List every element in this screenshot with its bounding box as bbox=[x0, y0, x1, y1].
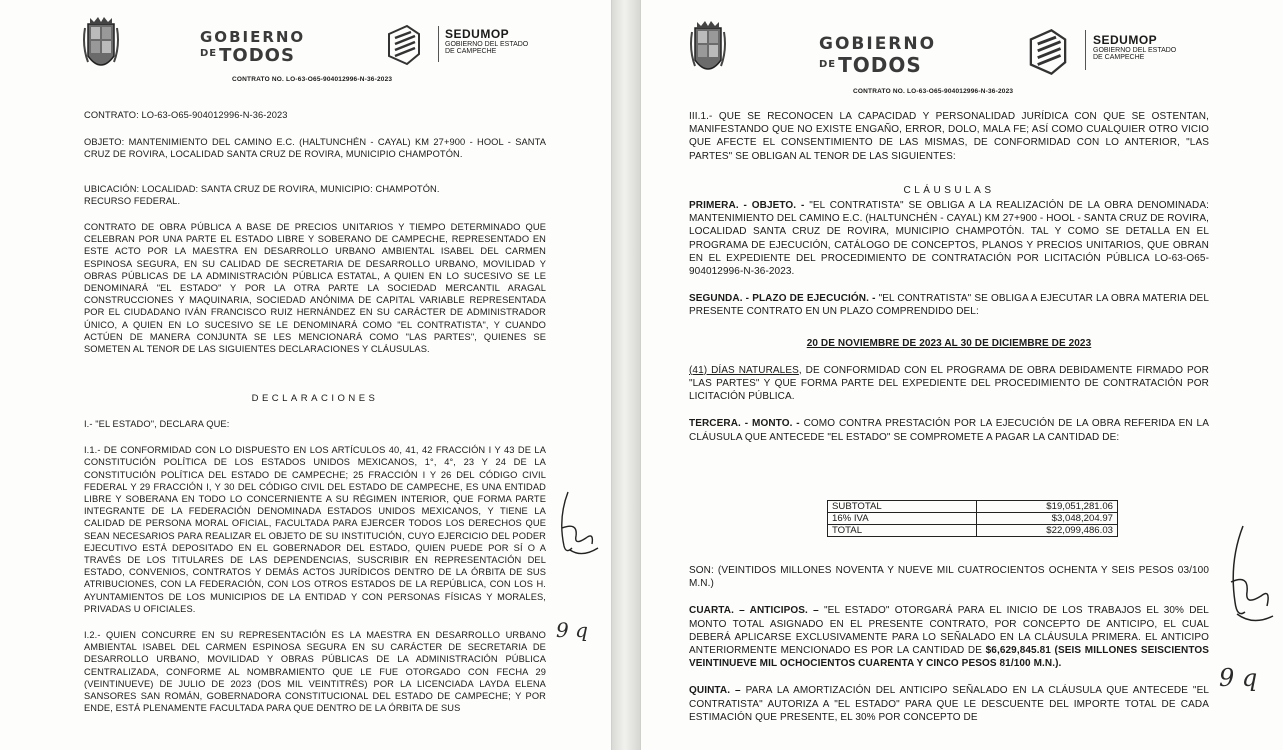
table-row bbox=[828, 525, 1118, 537]
preamble-paragraph: CONTRATO DE OBRA PÚBLICA A BASE DE PRECIOS UNITARIOS Y TIEMPO DETERMINADO QUE CELEBRAN POR UNA PARTE EL ESTADO LIBRE Y SOBERANO DE CAMPECHE, REPRESENTADO EN ESTE ACTO POR LA MAESTRA EN DESARROLLO URBANO AMBIENTAL ISABEL DEL CARMEN ESPINOSA SEGURA, EN SU CALIDAD DE SECRETARIA DE DESARROLLO URBANO, MOVILIDAD Y OBRAS PÚBLICAS DE LA ADMINISTRACIÓN PÚBLICA ESTATAL, A QUIEN EN LO SUCESIVO SE LE DENOMINARÁ "EL ESTADO" Y POR LA OTRA PARTE LA SOCIEDAD MERCANTIL ARAGAL CONSTRUCCIONES Y MAQUINARIA, SOCIEDAD ANÓNIMA DE CAPITAL VARIABLE REPRESENTADA POR EL CIUDADANO IVÁN FRANCISCO RUIZ HERNÁNDEZ EN SU CARÁCTER DE ADMINISTRADOR ÚNICO, A QUIEN EN LO SUCESIVO SE LE DENOMINARÁ COMO "EL CONTRATISTA", Y CUANDO ACTÚEN DE MANERA CONJUNTA SE LES MENCIONARÁ COMO "LAS PARTES", QUIENES SE SOMETEN AL TENOR DE LAS SIGUIENTES DECLARACIONES Y CLÁUSULAS. bbox=[84, 222, 546, 355]
sedumop-logo-text: SEDUMOP GOBIERNO DEL ESTADO DE CAMPECHE bbox=[445, 27, 529, 55]
page-header-right bbox=[641, 12, 1283, 95]
book-gutter bbox=[612, 0, 640, 750]
handwritten-signature bbox=[1209, 522, 1281, 632]
declaraciones-heading: DECLARACIONES bbox=[251, 393, 379, 404]
handwritten-signature bbox=[548, 488, 608, 560]
amount-value: $3,048,204.97 bbox=[977, 513, 1118, 525]
sedumop-logo-text: SEDUMOP GOBIERNO DEL ESTADO DE CAMPECHE bbox=[1093, 33, 1177, 61]
amounts-table bbox=[827, 500, 1118, 537]
logo-divider bbox=[438, 26, 439, 62]
dias-naturales: (41) DÍAS NATURALES, DE CONFORMIDAD CON EL PROGRAMA DE OBRA DEBIDAMENTE FIRMADO POR "LAS PARTES" Y QUE FORMA PARTE DEL EXPEDIENTE DEL PROCEDIMIENTO DE CONTRATACIÓN POR LICITACIÓN PÚBLICA. bbox=[689, 364, 1209, 403]
header-contract-number: CONTRATO NO. LO-63-O65-904012996-N-36-2023 bbox=[232, 76, 393, 83]
ubicacion-line: UBICACIÓN: LOCALIDAD: SANTA CRUZ DE ROVIRA, MUNICIPIO: CHAMPOTÓN. RECURSO FEDERAL. bbox=[84, 183, 440, 206]
objeto-line: OBJETO: MANTENIMIENTO DEL CAMINO E.C. (HALTUNCHÉN - CAYAL) KM 27+900 - HOOL - SANTA CRUZ DE ROVIRA, LOCALIDAD SANTA CRUZ DE ROVIRA, MUNICIPIO CHAMPOTÓN. bbox=[84, 137, 546, 160]
header-contract-number: CONTRATO NO. LO-63-O65-904012996-N-36-2023 bbox=[853, 88, 1014, 95]
sedumop-mark-icon bbox=[1026, 28, 1070, 76]
sedumop-mark-icon bbox=[385, 24, 423, 66]
table-row bbox=[828, 501, 1118, 513]
amount-value: $22,099,486.03 bbox=[977, 525, 1118, 537]
declaracion-iii1: III.1.- QUE SE RECONOCEN LA CAPACIDAD Y PERSONALIDAD JURÍDICA CON QUE SE OSTENTAN, MANIFESTANDO QUE NO EXISTE ENGAÑO, ERROR, DOLO, MALA FE; ASÍ COMO CUALQUIER OTRO VICIO QUE AFECTE EL CONSENTIMIENTO DE LAS MISMAS, DE CONFORMIDAD CON LO ANTERIOR, "LAS PARTES" SE OBLIGAN AL TENOR DE LAS SIGUIENTES: bbox=[689, 111, 1209, 162]
campeche-coat-of-arms bbox=[82, 16, 120, 78]
page-header bbox=[0, 12, 612, 90]
declaracion-i1: I.1.- DE CONFORMIDAD CON LO DISPUESTO EN LOS ARTÍCULOS 40, 41, 42 FRACCIÓN I Y 43 DE LA CONSTITUCIÓN POLÍTICA DE LOS ESTADOS UNIDOS MEXICANOS, 1°, 4°, 23 Y 24 DE LA CONSTITUCIÓN POLÍTICA DEL ESTADO DE CAMPECHE; 25 FRACCIÓN I Y 26 DEL CÓDIGO CIVIL FEDERAL Y 29 FRACCIÓN I, Y 30 DEL CÓDIGO CIVIL DEL ESTADO DE CAMPECHE, ES UNA ENTIDAD LIBRE Y SOBERANA EN TODO LO CONCERNIENTE A SU RÉGIMEN INTERIOR, QUE FORMA PARTE INTEGRANTE DE LA FEDERACIÓN DENOMINADA ESTADOS UNIDOS MEXICANOS, Y TIENE LA CALIDAD DE PERSONA MORAL OFICIAL, FACULTADA PARA EJERCER TODOS LOS DERECHOS QUE SEAN NECESARIOS PARA REALIZAR EL OBJETO DE SU INSTITUCIÓN, CUYO EJERCICIO DEL PODER EJECUTIVO ESTÁ DEPOSITADO EN EL GOBERNADOR DEL ESTADO, QUIEN PUEDE POR SÍ O A TRAVÉS DE LOS TITULARES DE LAS DEPENDENCIAS, SUSCRIBIR EN REPRESENTACIÓN DEL ESTADO, CONVENIOS, CONTRATOS Y DEMÁS ACTOS JURÍDICOS DENTRO DE LA ÓRBITA DE SUS ATRIBUCIONES, CON LA FEDERACIÓN, CON LOS OTROS ESTADOS DE LA REPÚBLICA, CON LOS H. AYUNTAMIENTOS DE LOS MUNICIPIOS DE LA ENTIDAD Y CON PERSONAS FÍSICAS Y MORALES, PRIVADAS U OFICIALES. bbox=[84, 445, 546, 614]
margin-initials: 9 q bbox=[556, 618, 588, 642]
gobierno-de-todos-logo: GOBIERNO $^{DE}$ TODOS bbox=[200, 28, 306, 66]
logo-divider bbox=[1085, 30, 1086, 70]
gobierno-de-todos-logo: GOBIERNO $^{DE}$ TODOS bbox=[819, 34, 937, 77]
declaracion-i2: I.2.- QUIEN CONCURRE EN SU REPRESENTACIÓN ES LA MAESTRA EN DESARROLLO URBANO AMBIENTAL ISABEL DEL CARMEN ESPINOSA SEGURA EN SU CARÁCTER DE SECRETARIA DE DESARROLLO URBANO, MOVILIDAD Y OBRAS PÚBLICAS DE LA ADMINISTRACIÓN PÚBLICA CENTRALIZADA, CONFORME AL NOMBRAMIENTO QUE LE FUE OTORGADO CON FECHA 29 (VEINTINUEVE) DE JULIO DE 2023 (DOS MIL VEINTITRÉS) POR LA LICENCIADA LAYDA ELENA SANSORES SAN ROMÁN, GOBERNADORA CONSTITUCIONAL DEL ESTADO DE CAMPECHE; Y POR ENDE, ESTÁ PLENAMENTE FACULTADA PARA QUE DENTRO DE LA ÓRBITA DE SUS bbox=[84, 630, 546, 714]
amount-label: TOTAL bbox=[828, 525, 977, 537]
left-body bbox=[84, 109, 546, 367]
amount-label: 16% IVA bbox=[828, 513, 977, 525]
clausula-segunda: SEGUNDA. - PLAZO DE EJECUCIÓN. - "EL CONTRATISTA" SE OBLIGA A EJECUTAR LA OBRA MATERIA DEL PRESENTE CONTRATO EN UN PLAZO COMPRENDIDO DEL: bbox=[689, 293, 1209, 318]
clausula-primera: PRIMERA. - OBJETO. - "EL CONTRATISTA" SE OBLIGA A LA REALIZACIÓN DE LA OBRA DENOMINADA: MANTENIMIENTO DEL CAMINO E.C. (HALTUNCHÉN - CAYAL) KM 27+900 - HOOL - SANTA CRUZ DE ROVIRA, LOCALIDAD SANTA CRUZ DE ROVIRA, MUNICIPIO CHAMPOTÓN. TAL Y COMO SE DETALLA EN EL PROGRAMA DE EJECUCIÓN, CATÁLOGO DE CONCEPTOS, PLANOS Y PRECIOS UNITARIOS, QUE OBRAN EN EL EXPEDIENTE DEL PROCEDIMIENTO DE CONTRATACIÓN POR LICITACIÓN PÚBLICA LO-63-O65-904012996-N-36-2023. bbox=[689, 200, 1210, 278]
table-row bbox=[828, 513, 1118, 525]
amount-label: SUBTOTAL bbox=[828, 501, 977, 513]
document-page-left bbox=[0, 0, 612, 750]
document-page-right bbox=[640, 0, 1283, 750]
plazo-fechas: 20 DE NOVIEMBRE DE 2023 AL 30 DE DICIEMBRE DE 2023 bbox=[806, 337, 1092, 349]
amount-value: $19,051,281.06 bbox=[977, 501, 1118, 513]
right-body-bottom bbox=[689, 564, 1209, 736]
clausulas-body bbox=[689, 199, 1209, 456]
campeche-coat-of-arms bbox=[689, 20, 727, 82]
declaraciones-body bbox=[84, 418, 546, 726]
clausulas-heading: CLÁUSULAS bbox=[903, 185, 995, 196]
clausula-tercera: TERCERA. - MONTO. - COMO CONTRA PRESTACIÓN POR LA EJECUCIÓN DE LA OBRA REFERIDA EN LA CLÁUSULA QUE ANTECEDE "EL ESTADO" SE COMPROMETE A PAGAR LA CANTIDAD DE: bbox=[689, 418, 1209, 443]
right-body-top bbox=[689, 110, 1209, 175]
contrato-line: CONTRATO: LO-63-O65-904012996-N-36-2023 bbox=[84, 110, 288, 120]
son-line: SON: (VEINTIDOS MILLONES NOVENTA Y NUEVE MIL CUATROCIENTOS OCHENTA Y SEIS PESOS 03/100 M.N.) bbox=[689, 565, 1209, 590]
i-estado-line: I.- "EL ESTADO", DECLARA QUE: bbox=[84, 419, 230, 429]
clausula-quinta: QUINTA. – PARA LA AMORTIZACIÓN DEL ANTICIPO SEÑALADO EN LA CLÁUSULA QUE ANTECEDE "EL CONTRATISTA" AUTORIZA A "EL ESTADO" PARA QUE LE DESCUENTE DEL IMPORTE TOTAL DE CADA ESTIMACIÓN QUE PRESENTE, EL 30% POR CONCEPTO DE bbox=[689, 685, 1209, 723]
margin-initials: 9 q bbox=[1219, 664, 1258, 692]
clausula-cuarta: CUARTA. – ANTICIPOS. – "EL ESTADO" OTORGARÁ PARA EL INICIO DE LOS TRABAJOS EL 30% DEL MONTO TOTAL ASIGNADO EN EL PRESENTE CONTRATO, POR CONCEPTO DE ANTICIPO, EL CUAL DEBERÁ APLICARSE EXCLUSIVAMENTE PARA LO SEÑALADO EN LA CLÁUSULA PRIMERA. EL ANTICIPO ANTERIORMENTE MENCIONADO ES POR LA CANTIDAD DE $6,629,845.81 (SEIS MILLONES SEISCIENTOS VEINTINUEVE MIL OCHOCIENTOS CUARENTA Y CINCO PESOS 81/100 M.N.). bbox=[689, 605, 1210, 670]
